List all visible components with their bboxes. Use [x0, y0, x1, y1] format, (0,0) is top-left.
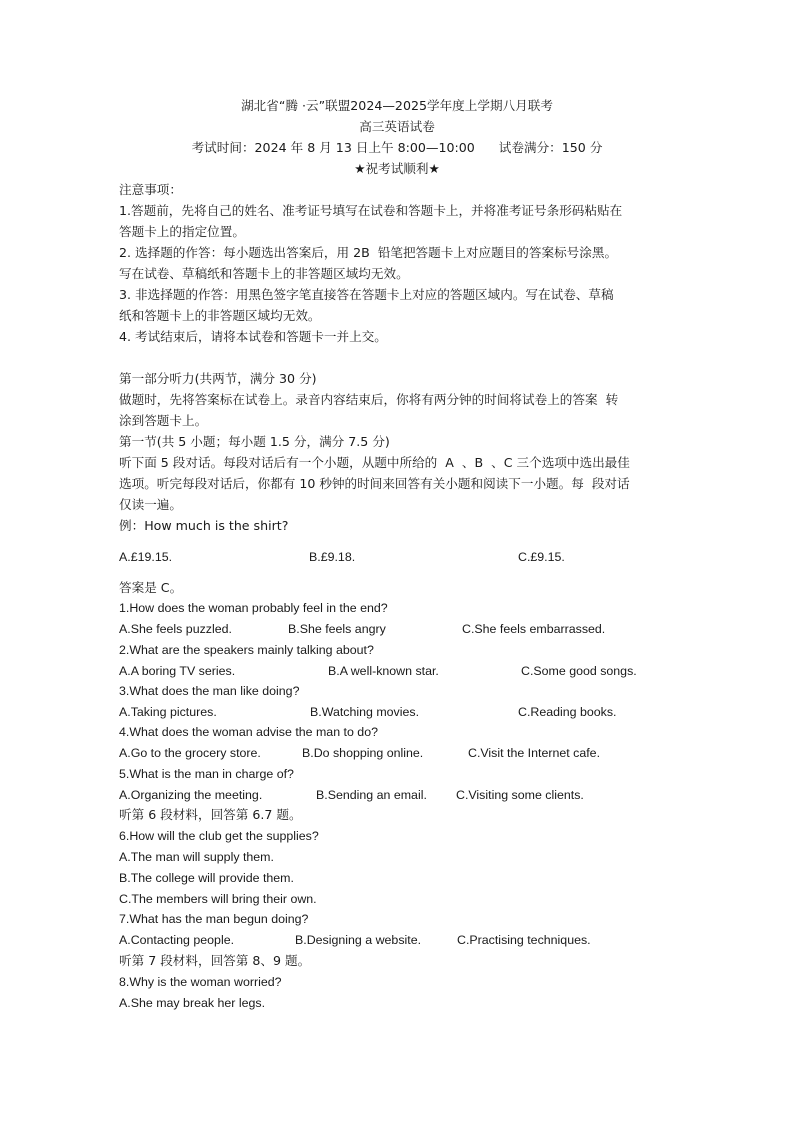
example-answer: 答案是 C。	[119, 580, 183, 595]
question-3-option-a: A.Taking pictures.	[119, 705, 217, 719]
question-7-option-c: C.Practising techniques.	[457, 933, 591, 947]
part1-intro-line: 做题时，先将答案标在试卷上。录音内容结束后，你将有两分钟的时间将试卷上的答案 转	[119, 392, 619, 407]
question-7-option-a: A.Contacting people.	[119, 933, 235, 947]
question-2-option-b: B.A well-known star.	[328, 664, 439, 678]
question-2: 2.What are the speakers mainly talking about?	[119, 643, 374, 657]
question-4: 4.What does the woman advise the man to do?	[119, 725, 378, 739]
notice-heading: 注意事项：	[119, 182, 182, 197]
question-1: 1.How does the woman probably feel in the end?	[119, 601, 388, 615]
exam-info: 考试时间：2024 年 8 月 13 日上午 8:00—10:00 试卷满分：150 分	[191, 140, 603, 155]
example-option-a: A.£19.15.	[119, 550, 173, 564]
question-3: 3.What does the man like doing?	[119, 684, 300, 698]
question-5-option-a: A.Organizing the meeting.	[119, 788, 263, 802]
question-1-option-a: A.She feels puzzled.	[119, 622, 232, 636]
question-6-option-c: C.The members will bring their own.	[119, 892, 317, 906]
question-6: 6.How will the club get the supplies?	[119, 829, 319, 843]
question-6-option-b: B.The college will provide them.	[119, 871, 294, 885]
exam-subtitle: 高三英语试卷	[359, 119, 435, 134]
notice-line: 2. 选择题的作答：每小题选出答案后，用 2B 铅笔把答题卡上对应题目的答案标号涂黑。	[119, 245, 618, 260]
question-3-option-c: C.Reading books.	[518, 705, 617, 719]
exam-title: 湖北省“腾 ·云”联盟2024—2025学年度上学期八月联考	[241, 98, 553, 113]
good-luck-line: ★祝考试顺利★	[354, 161, 440, 176]
part1-intro-line: 涂到答题卡上。	[119, 413, 208, 428]
question-4-option-a: A.Go to the grocery store.	[119, 746, 261, 760]
section1-heading: 第一节(共 5 小题；每小题 1.5 分，满分 7.5 分)	[119, 434, 390, 449]
notice-line: 1.答题前，先将自己的姓名、准考证号填写在试卷和答题卡上，并将准考证号条形码粘贴在	[119, 203, 623, 218]
question-5-option-b: B.Sending an email.	[316, 788, 427, 802]
question-1-option-c: C.She feels embarrassed.	[462, 622, 606, 636]
question-3-option-b: B.Watching movies.	[310, 705, 420, 719]
notice-line: 3. 非选择题的作答：用黑色签字笔直接答在答题卡上对应的答题区域内。写在试卷、草稿	[119, 287, 614, 302]
question-8: 8.Why is the woman worried?	[119, 975, 282, 989]
question-6-option-a: A.The man will supply them.	[119, 850, 274, 864]
question-4-option-c: C.Visit the Internet cafe.	[468, 746, 601, 760]
section1-intro-line: 听下面 5 段对话。每段对话后有一个小题，从题中所给的 A 、B 、C 三个选项中选出最佳	[119, 455, 630, 470]
section1-intro-line: 选项。听完每段对话后，你都有 10 秒钟的时间来回答有关小题和阅读下一小题。每 段对话	[119, 476, 630, 491]
notice-line: 4. 考试结束后，请将本试卷和答题卡一并上交。	[119, 329, 387, 344]
question-5: 5.What is the man in charge of?	[119, 767, 294, 781]
example-option-b: B.£9.18.	[309, 550, 356, 564]
part1-heading: 第一部分听力(共两节，满分 30 分)	[119, 371, 317, 386]
notice-line: 写在试卷、草稿纸和答题卡上的非答题区域均无效。	[119, 266, 409, 281]
notice-line: 纸和答题卡上的非答题区域均无效。	[119, 308, 321, 323]
material-7-heading: 听第 7 段材料，回答第 8、9 题。	[119, 953, 311, 968]
section1-intro-line: 仅读一遍。	[119, 497, 182, 512]
question-5-option-c: C.Visiting some clients.	[456, 788, 584, 802]
question-4-option-b: B.Do shopping online.	[302, 746, 424, 760]
example-option-c: C.£9.15.	[518, 550, 565, 564]
question-1-option-b: B.She feels angry	[288, 622, 386, 636]
notice-line: 答题卡上的指定位置。	[119, 224, 245, 239]
question-8-option-a: A.She may break her legs.	[119, 996, 266, 1010]
material-6-heading: 听第 6 段材料，回答第 6.7 题。	[119, 807, 302, 822]
question-2-option-a: A.A boring TV series.	[119, 664, 236, 678]
question-7: 7.What has the man begun doing?	[119, 912, 309, 926]
question-7-option-b: B.Designing a website.	[295, 933, 422, 947]
question-2-option-c: C.Some good songs.	[521, 664, 637, 678]
example-question: 例：How much is the shirt?	[119, 518, 289, 533]
